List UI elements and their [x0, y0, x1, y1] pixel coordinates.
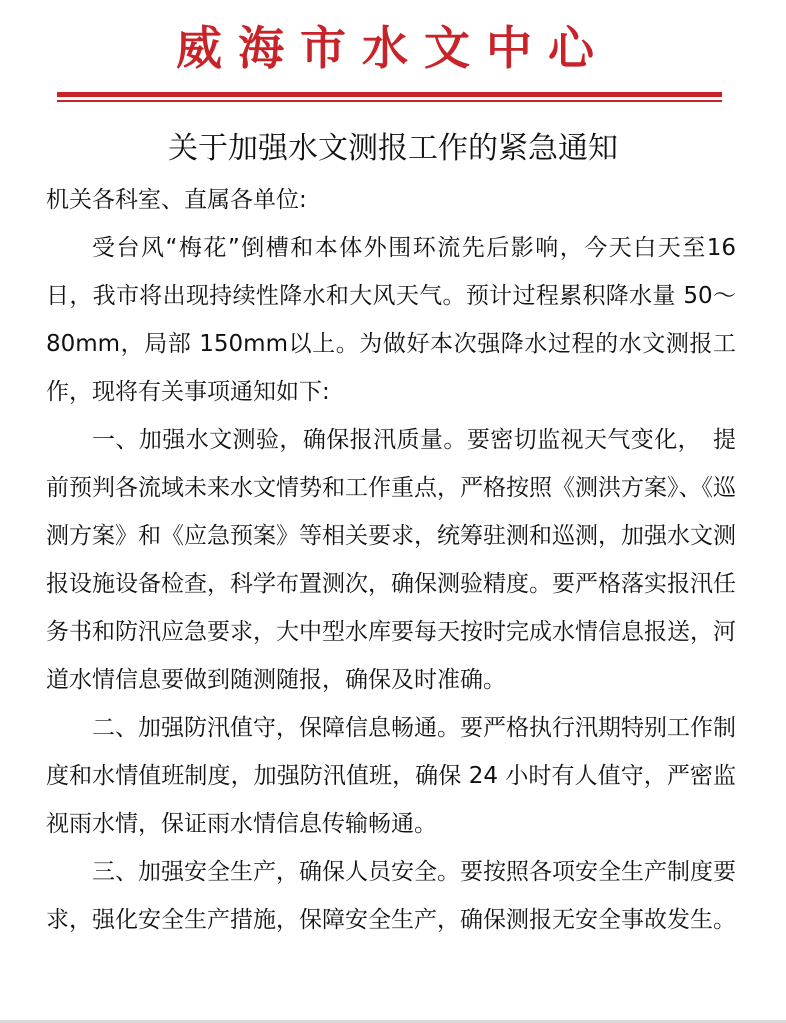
notice-paragraph-item-1: 一、加强水文测验，确保报汛质量。要密切监视天气变化， 提前预判各流域未来水文情势和工作重点，严格按照《测洪方案》、《巡测方案》和《应急预案》等相关要求，统筹驻测和巡测，加强水文测报设施设备检查，科学布置测次，确保测验精度。要严格落实报汛任务书和防汛应急要求，大中型水库要每天按时完成水情信息报送，河道水情信息要做到随测随报，确保及时准确。 [46, 427, 736, 693]
notice-paragraph-intro: 受台风“梅花”倒槽和本体外围环流先后影响，今天白天至16日，我市将出现持续性降水和大风天气。预计过程累积降水量 50～80mm，局部 150mm以上。为做好本次强降水过程的水文测报工作，现将有关事项通知如下: [46, 235, 736, 405]
notice-body [46, 176, 736, 944]
notice-title: 关于加强水文测报工作的紧急通知 [168, 131, 618, 166]
letterhead-rule-thin [57, 100, 722, 102]
notice-salutation: 机关各科室、直属各单位: [46, 187, 307, 213]
notice-paragraph-item-2: 二、加强防汛值守，保障信息畅通。要严格执行汛期特别工作制度和水情值班制度，加强防汛值班，确保 24 小时有人值守，严密监视雨水情，保证雨水情信息传输畅通。 [46, 715, 736, 837]
letterhead-org-name: 威海市水文中心 [176, 21, 610, 75]
letterhead-rule-thick [57, 92, 722, 97]
notice-paragraph-item-3: 三、加强安全生产，确保人员安全。要按照各项安全生产制度要求，强化安全生产措施，保障安全生产，确保测报无安全事故发生。 [46, 859, 736, 933]
